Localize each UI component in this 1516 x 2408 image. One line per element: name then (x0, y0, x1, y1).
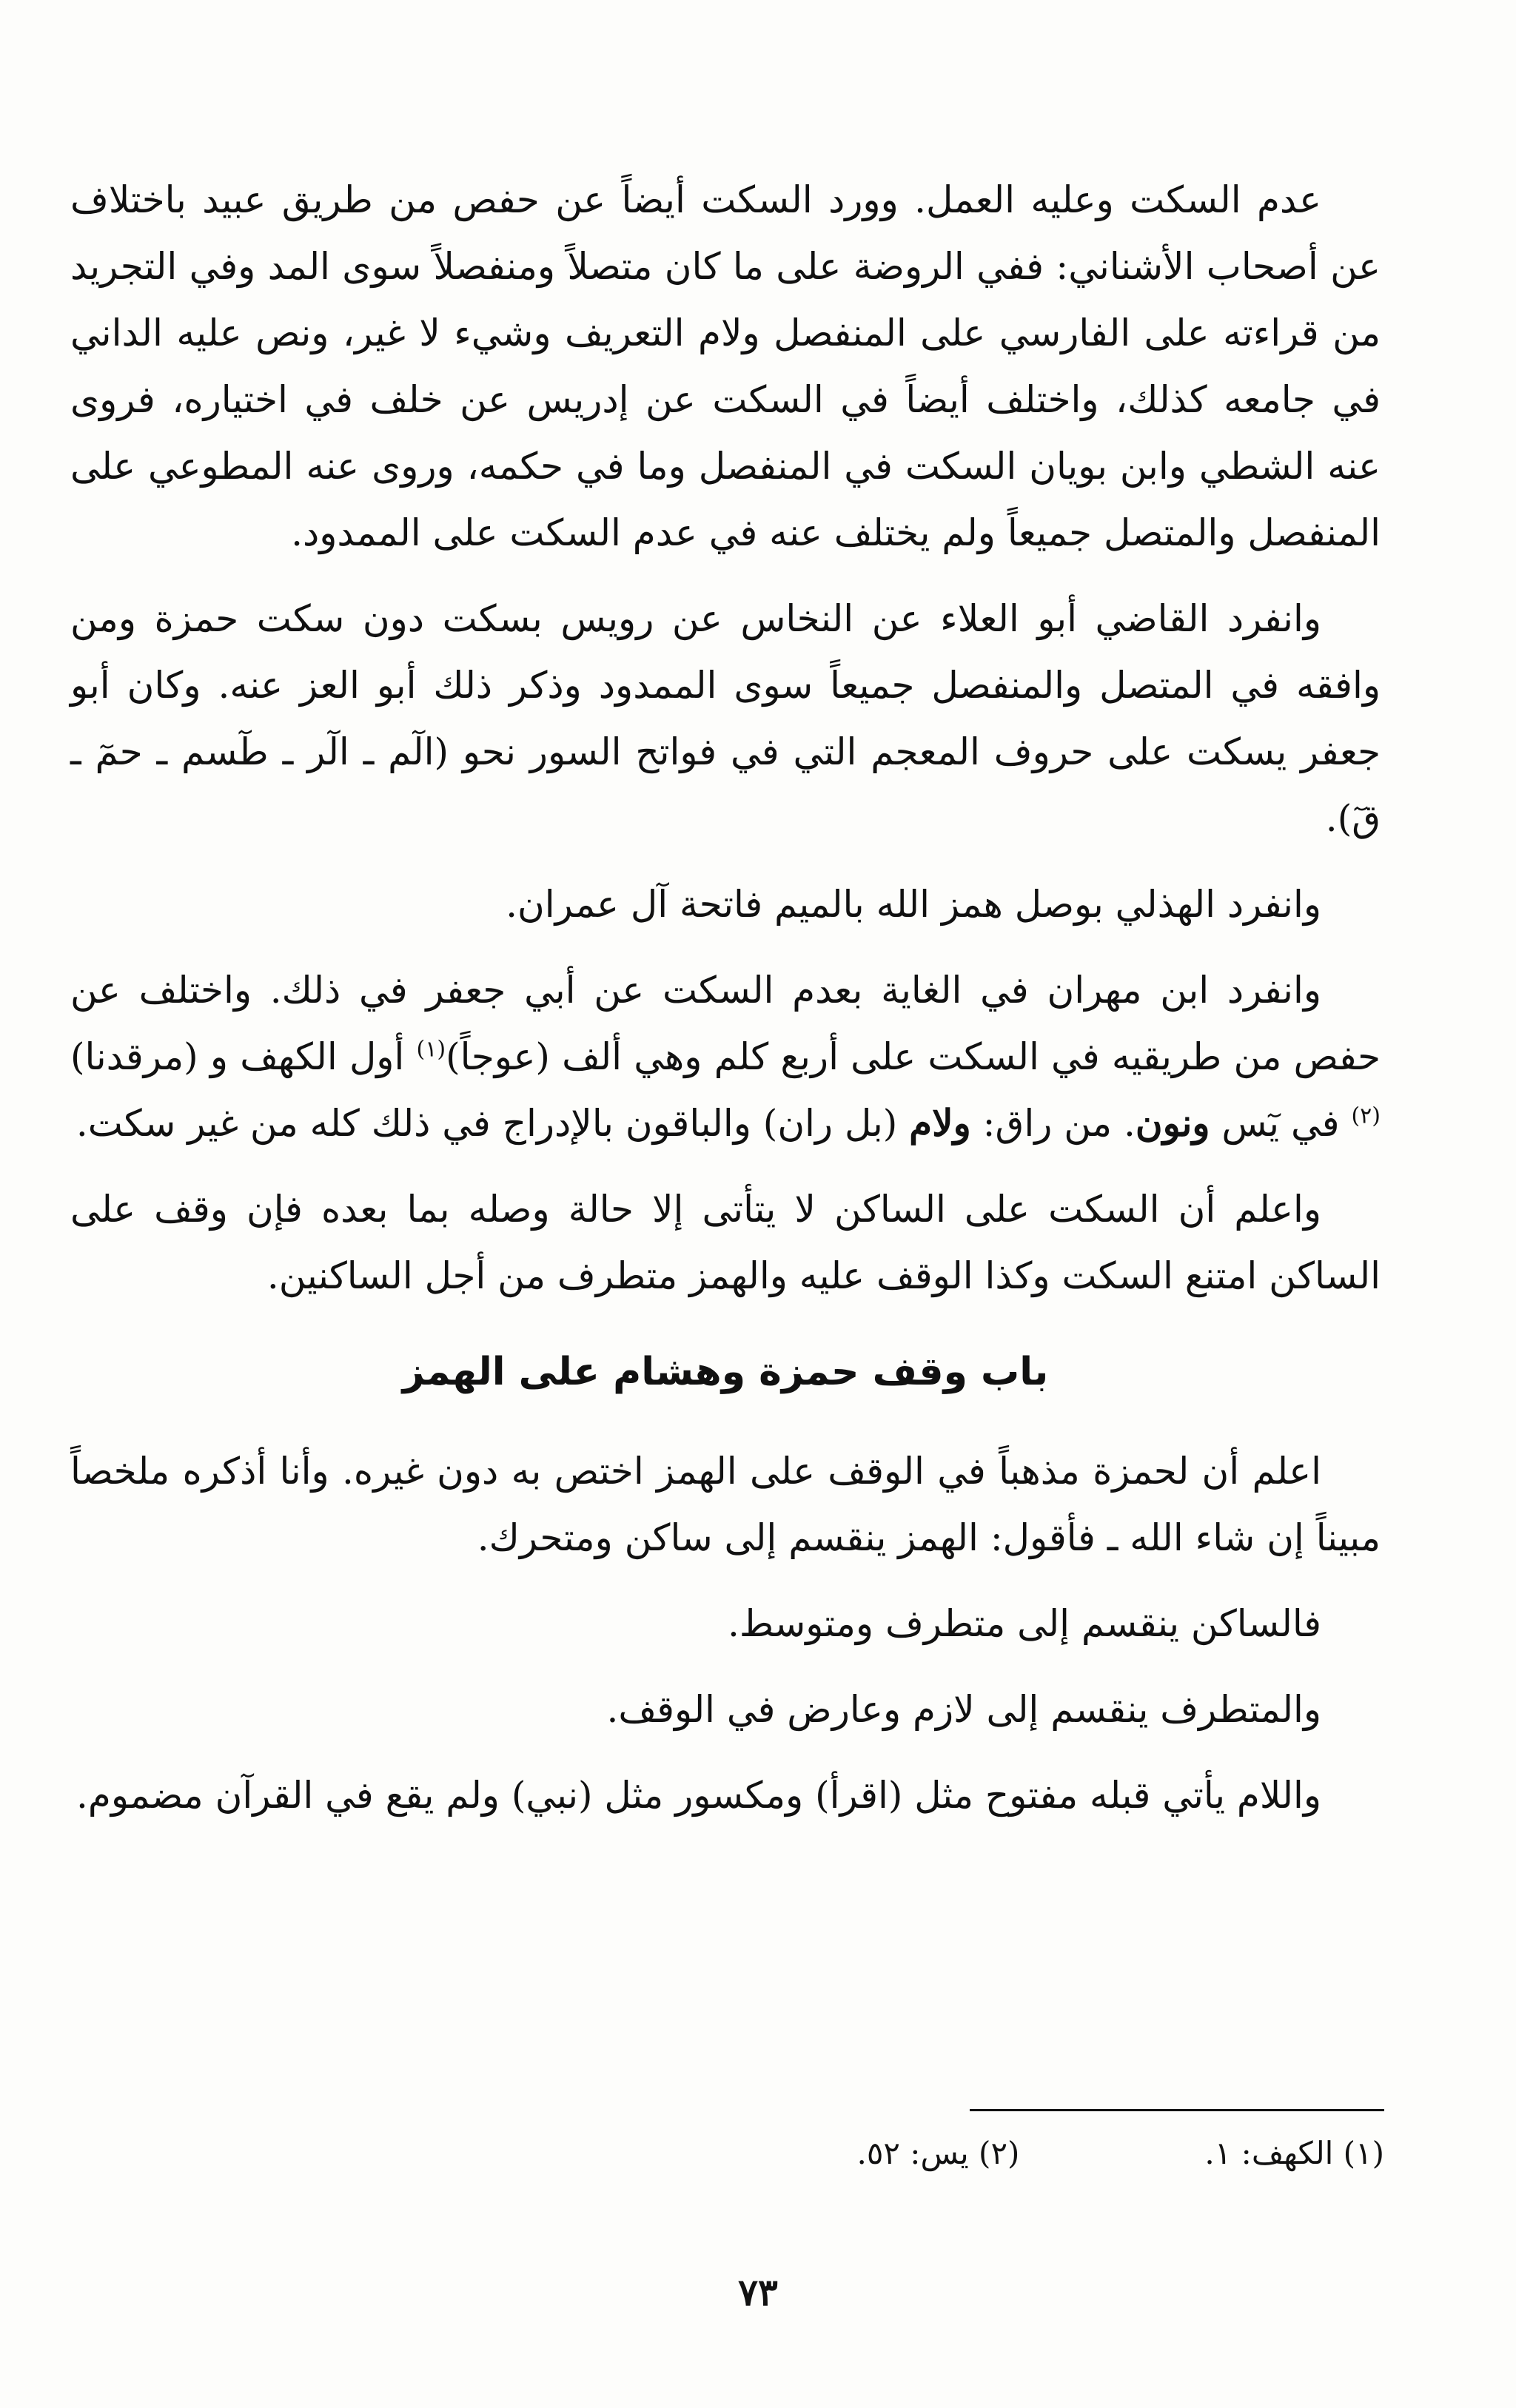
footnote-ref-2: (٢) (1351, 1103, 1381, 1129)
paragraph-1: عدم السكت وعليه العمل. وورد السكت أيضاً عن حفص من طريق عبيد باختلاف عن أصحاب الأشناني: ففي الروضة على ما كان متصلاً ومنفصلاً سوى المد وفي التجريد من قراءته على الفارسي على المنفصل ولام التعريف وشيء لا غير، ونص عليه الداني في جامعه كذلك، واختلف أيضاً في السكت عن إدريس عن خلف في اختياره، فروى عنه الشطي وابن بويان السكت في المنفصل وما في حكمه، وروى عنه المطوعي على المنفصل والمتصل جميعاً ولم يختلف عنه في عدم السكت على الممدود. (70, 178, 1381, 554)
paragraph-8: والمتطرف ينقسم إلى لازم وعارض في الوقف. (606, 1688, 1321, 1731)
paragraph-4-part-1: وانفرد ابن مهران في الغاية بعدم السكت عن أبي جعفر في ذلك. واختلف عن حفص من طريقيه في السكت على أربع كلم وهي ألف (عوجاً) (70, 969, 1381, 1078)
paragraph-4-part-5: (بل ران) والباقون بالإدراج في ذلك كله من غير سكت. (76, 1102, 910, 1145)
footnote-ref-1: (١) (416, 1036, 446, 1063)
footnotes (511, 2131, 1384, 2176)
paragraph-4-bold-2: ولام (909, 1101, 971, 1145)
paragraph-7: فالساكن ينقسم إلى متطرف ومتوسط. (727, 1602, 1321, 1645)
paragraph-5: واعلم أن السكت على الساكن لا يتأتى إلا حالة وصله بما بعده فإن وقف على الساكن امتنع السكت وكذا الوقف عليه والهمز متطرف من أجل الساكنين. (70, 1188, 1381, 1297)
section-heading: باب وقف حمزة وهشام على الهمز (402, 1350, 1049, 1394)
paragraph-4-bold-1: ونون (1135, 1101, 1210, 1145)
paragraph-4-part-4: . من راق: (970, 1102, 1136, 1145)
paragraph-2: وانفرد القاضي أبو العلاء عن النخاس عن رويس بسكت دون سكت حمزة ومن وافقه في المتصل والمنفصل جميعاً سوى الممدود وذكر ذلك أبو العز عنه. وكان أبو جعفر يسكت على حروف المعجم التي في فواتح السور نحو (الٓم ـ الٓر ـ طٓسم ـ حمٓ ـ قٓ). (70, 597, 1381, 840)
paragraph-4-part-2: أول الكهف و (مرقدنا) (70, 1035, 417, 1078)
footnote-1: (١) الكهف: ١. (1204, 2135, 1384, 2171)
footnote-2: (٢) يس: ٥٢. (856, 2135, 1020, 2171)
paragraph-3: وانفرد الهذلي بوصل همز الله بالميم فاتحة آل عمران. (506, 883, 1321, 926)
paragraph-6: اعلم أن لحمزة مذهباً في الوقف على الهمز اختص به دون غيره. وأنا أذكره ملخصاً مبيناً إن شاء الله ـ فأقول: الهمز ينقسم إلى ساكن ومتحرك. (70, 1450, 1381, 1559)
page-number: ٧٣ (738, 2270, 778, 2314)
paragraph-4 (70, 957, 1381, 1157)
paragraph-4-part-3: في يٓس (1210, 1102, 1352, 1145)
main-text (70, 167, 1381, 1848)
paragraph-9: واللام يأتي قبله مفتوح مثل (اقرأ) ومكسور مثل (نبي) ولم يقع في القرآن مضموم. (76, 1774, 1321, 1817)
footnote-divider (970, 2109, 1384, 2111)
